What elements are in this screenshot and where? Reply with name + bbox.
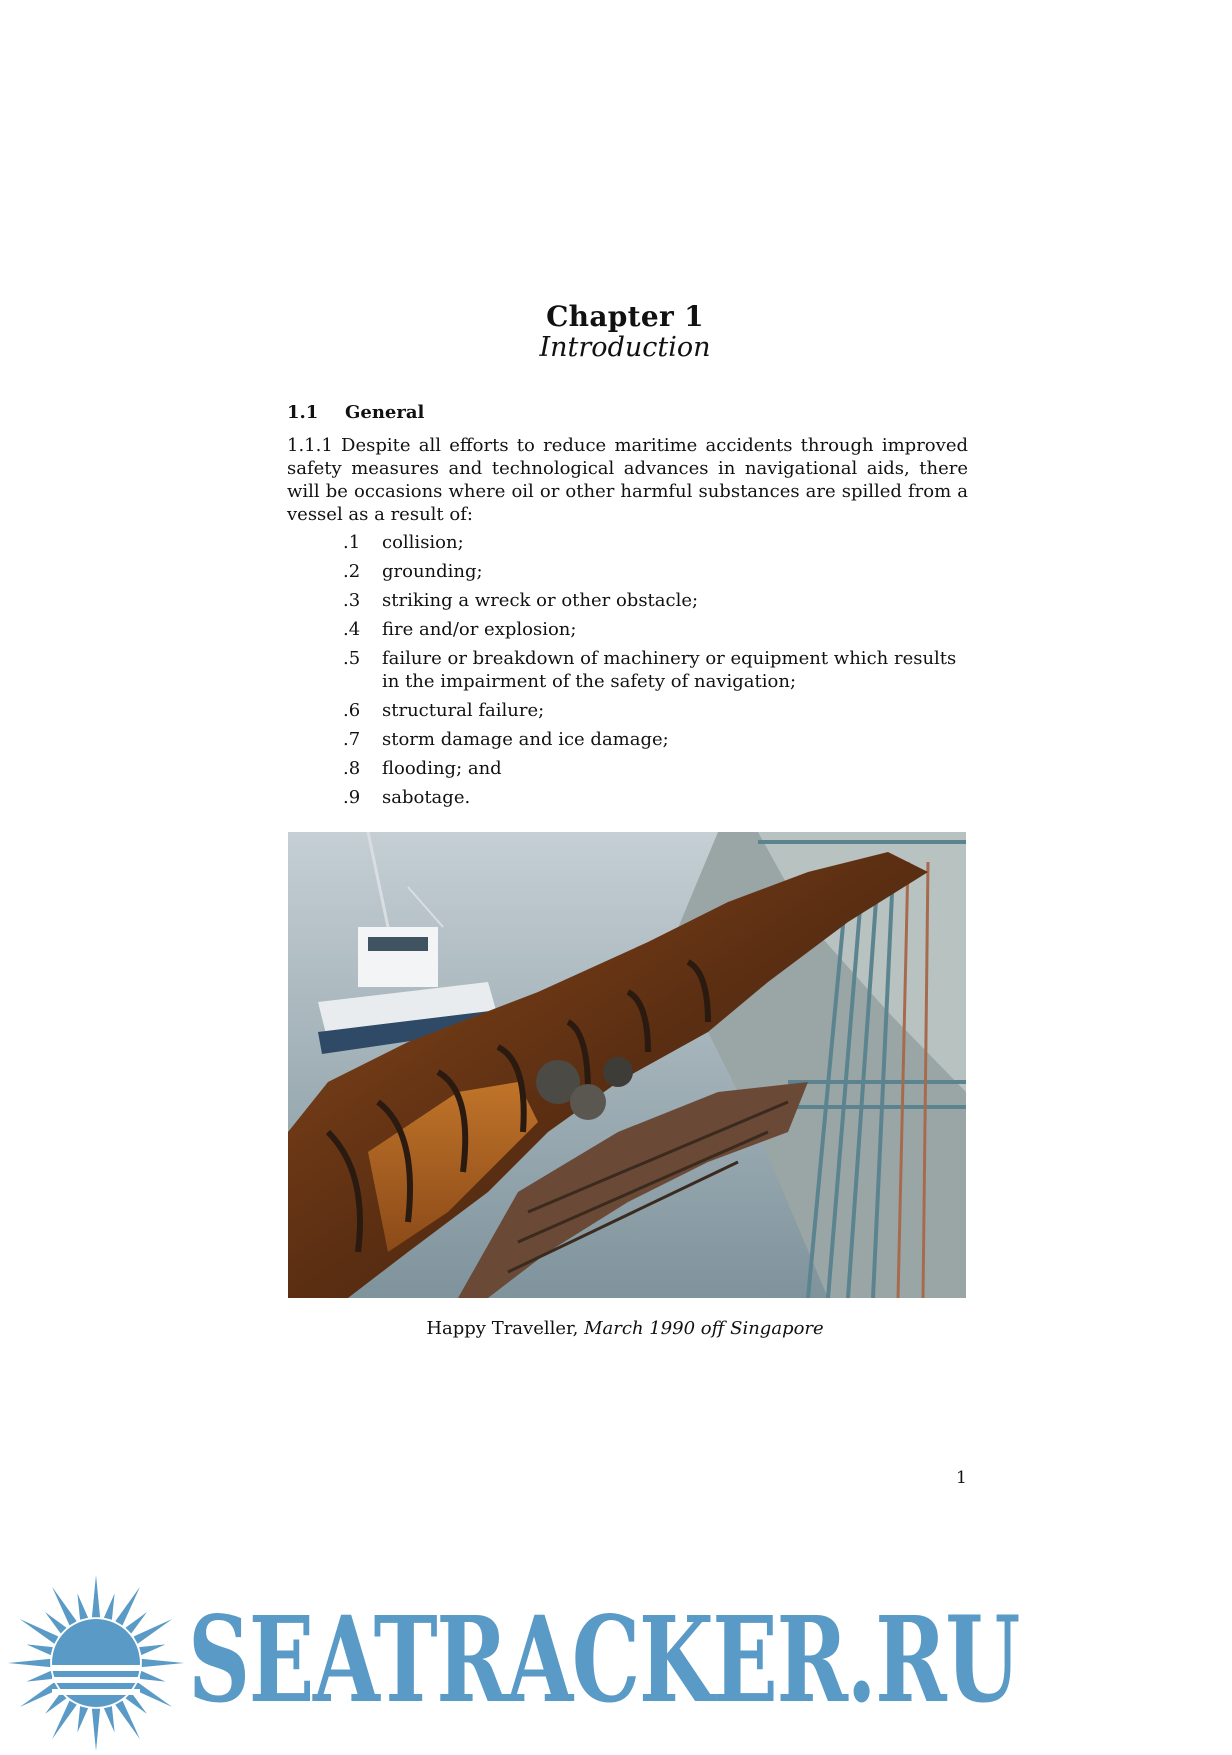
causes-list <box>343 531 968 815</box>
sun-ray <box>77 1706 88 1732</box>
sun-ray <box>52 1587 77 1626</box>
sun-ray <box>52 1701 77 1740</box>
chapter-title: Chapter 1 <box>546 300 704 333</box>
watermark-text: SEATRACKER.RU <box>188 1590 1019 1729</box>
list-item <box>343 786 968 809</box>
sun-ray <box>139 1671 165 1682</box>
section-number: 1.1 <box>287 402 319 423</box>
list-item <box>343 757 968 780</box>
seatracker-watermark <box>0 1565 1232 1755</box>
list-item-text: flooding; and <box>382 758 502 779</box>
list-item <box>343 618 968 641</box>
sun-logo-icon <box>6 1573 186 1753</box>
paragraph-1-1-1 <box>287 434 968 526</box>
photo-caption <box>0 1318 1232 1339</box>
list-item-text: fire and/or explosion; <box>382 619 577 640</box>
list-item-number: .2 <box>343 561 361 582</box>
paragraph-number: 1.1.1 <box>287 435 333 456</box>
list-item-text: sabotage. <box>382 787 471 808</box>
list-item-text: storm damage and ice damage; <box>382 729 669 750</box>
list-item <box>343 560 968 583</box>
sun-ray <box>142 1659 184 1667</box>
list-item <box>343 728 968 751</box>
sun-ray <box>104 1594 115 1620</box>
sun-ray <box>45 1612 66 1633</box>
sun-ray <box>115 1587 140 1626</box>
list-item-number: .8 <box>343 758 361 779</box>
caption-detail: March 1990 off Singapore <box>584 1318 824 1339</box>
list-item-number: .9 <box>343 787 361 808</box>
sun-ray <box>20 1619 59 1644</box>
list-item-text: failure or breakdown of machinery or equipment which results in the impairment of the safety of navigation; <box>382 648 957 692</box>
caption-ship-name: Happy Traveller, <box>426 1318 579 1339</box>
sun-ray <box>104 1706 115 1732</box>
list-item <box>343 531 968 554</box>
sun-ray <box>134 1619 173 1644</box>
list-item-number: .3 <box>343 590 361 611</box>
section-title: General <box>345 402 425 423</box>
list-item <box>343 647 968 693</box>
list-item-text: grounding; <box>382 561 483 582</box>
sun-ray <box>126 1612 147 1633</box>
list-item-text: collision; <box>382 532 464 553</box>
section-heading <box>287 402 424 423</box>
list-item-number: .1 <box>343 532 361 553</box>
sun-ray <box>45 1693 66 1714</box>
sun-ray <box>126 1693 147 1714</box>
list-item <box>343 699 968 722</box>
sun-ray <box>8 1659 50 1667</box>
list-item-text: striking a wreck or other obstacle; <box>382 590 699 611</box>
sun-ray <box>27 1671 53 1682</box>
sun-ray <box>77 1594 88 1620</box>
list-item-number: .6 <box>343 700 361 721</box>
sun-ray <box>92 1575 100 1617</box>
chapter-subtitle: Introduction <box>539 332 711 363</box>
sun-ray <box>92 1709 100 1751</box>
page-number: 1 <box>956 1468 967 1488</box>
list-item <box>343 589 968 612</box>
wrecked-tanker-photo <box>288 832 966 1298</box>
sun-ray <box>139 1644 165 1655</box>
wrecked-tanker-illustration <box>288 832 966 1298</box>
list-item-number: .5 <box>343 648 361 669</box>
list-item-text: structural failure; <box>382 700 545 721</box>
list-item-number: .4 <box>343 619 361 640</box>
sun-ray <box>27 1644 53 1655</box>
paragraph-text: Despite all efforts to reduce maritime accidents through improved safety measures and technological advances in navigational aids, there will be occasions where oil or other harmful substances are spilled from a vessel as a result of: <box>287 435 968 525</box>
sun-ray <box>115 1701 140 1740</box>
list-item-number: .7 <box>343 729 361 750</box>
